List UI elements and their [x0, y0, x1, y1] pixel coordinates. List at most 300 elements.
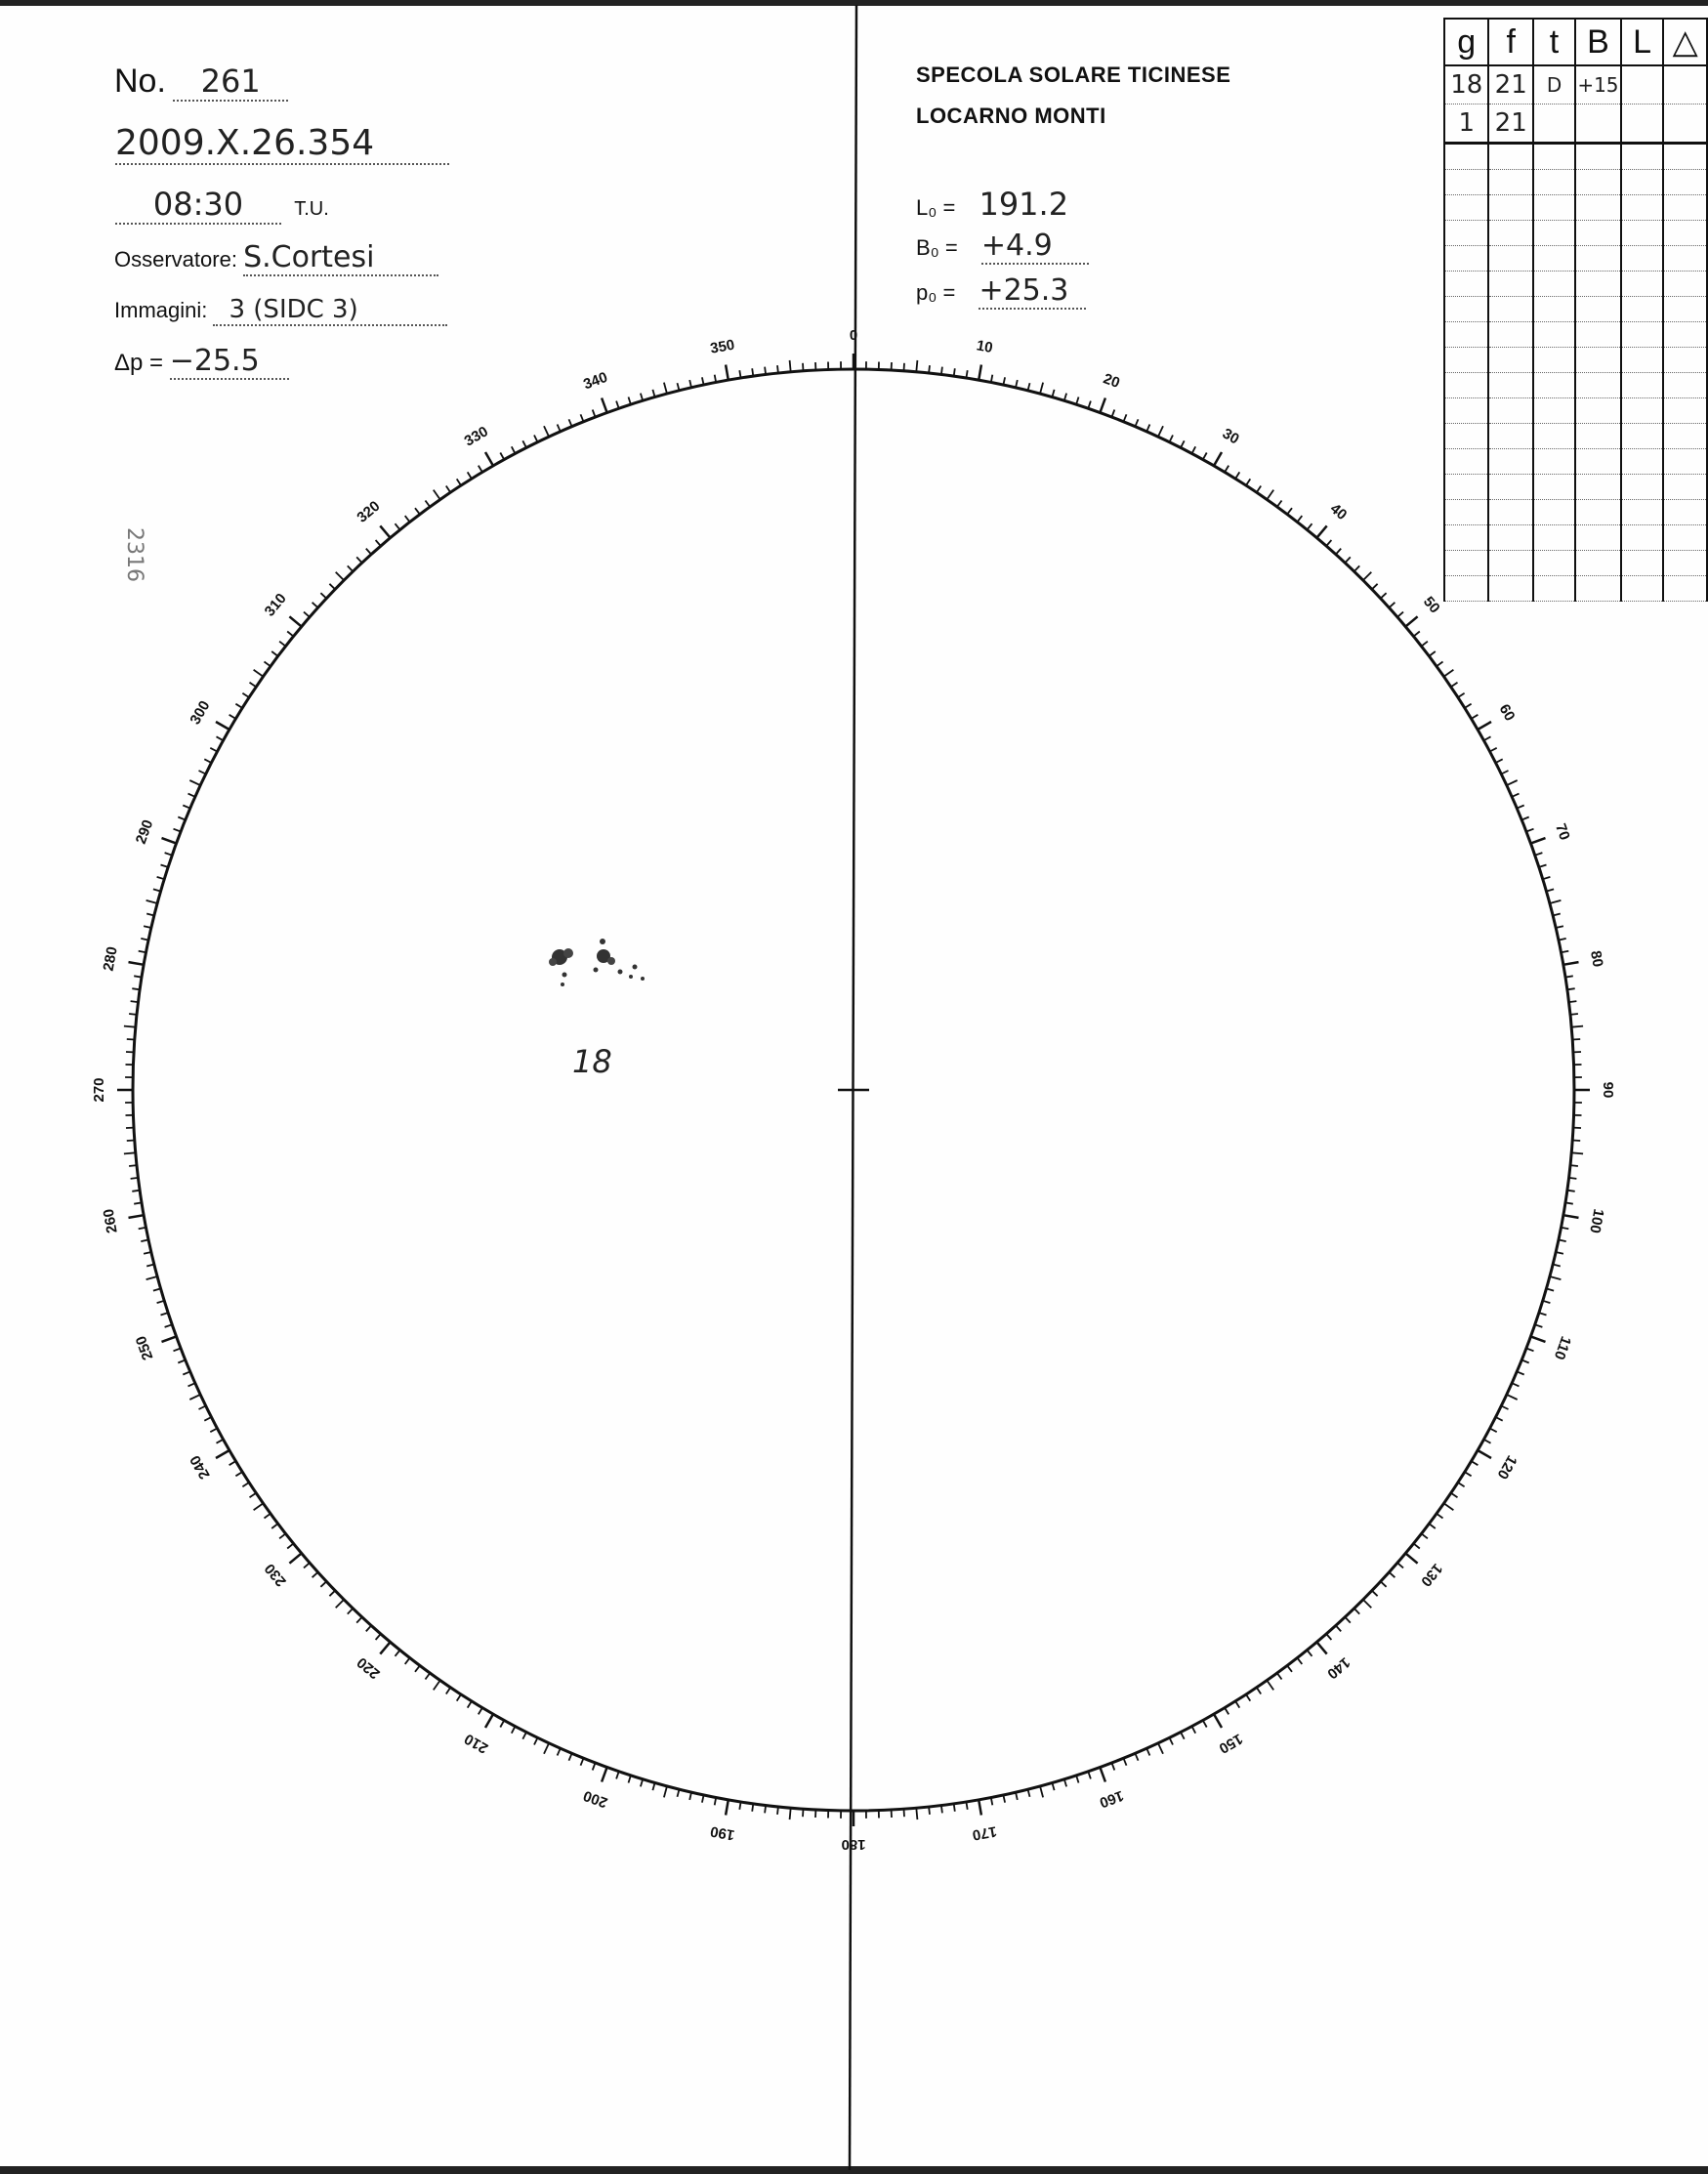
angle-tick: [1465, 704, 1472, 708]
angle-tick: [1363, 1600, 1372, 1609]
table-row-empty: [1444, 373, 1707, 398]
time-value: 08:30: [115, 186, 281, 225]
angle-tick: [250, 1493, 257, 1498]
institution-name: SPECOLA SOLARE TICINESE: [916, 63, 1231, 87]
angle-tick: [132, 988, 140, 989]
angle-tick: [134, 976, 142, 977]
angle-label: 270: [90, 1077, 107, 1103]
angle-tick: [1040, 383, 1043, 395]
angle-tick: [726, 1800, 729, 1816]
angle-tick: [434, 490, 440, 500]
table-cell: +15: [1575, 65, 1621, 105]
table-cell: [1621, 246, 1664, 272]
angle-label: 240: [187, 1452, 214, 1483]
angle-tick: [544, 426, 549, 437]
angle-tick: [904, 1809, 905, 1817]
angle-tick: [641, 1779, 643, 1787]
angle-label: 180: [841, 1836, 866, 1854]
angle-tick: [287, 632, 293, 637]
angle-tick: [1028, 1789, 1030, 1797]
table-cell: [1575, 424, 1621, 449]
table-cell: [1621, 551, 1664, 576]
angle-tick: [1535, 1324, 1543, 1327]
angle-tick: [1496, 759, 1503, 763]
angle-tick: [1571, 1152, 1583, 1153]
angle-tick: [1444, 670, 1454, 677]
angle-tick: [1214, 452, 1222, 466]
angle-tick: [678, 383, 680, 391]
delta-p-label: Δp =: [114, 350, 164, 376]
table-cell: [1575, 221, 1621, 246]
table-row-empty: [1444, 348, 1707, 373]
angle-tick: [1572, 1141, 1580, 1142]
angle-tick: [162, 838, 177, 844]
angle-tick: [366, 1625, 371, 1631]
images-row: [114, 295, 447, 326]
angle-tick: [593, 410, 596, 418]
angle-label: 140: [1323, 1653, 1354, 1683]
angle-tick: [1429, 651, 1435, 656]
angle-tick: [1297, 1658, 1302, 1664]
angle-tick: [1451, 683, 1458, 688]
table-cell: [1663, 398, 1707, 424]
table-row: [1444, 65, 1707, 105]
angle-tick: [569, 419, 572, 426]
table-cell: [1575, 398, 1621, 424]
angle-tick: [129, 1215, 145, 1218]
angle-tick: [329, 584, 335, 590]
angle-tick: [1316, 1642, 1326, 1653]
angle-tick: [204, 759, 211, 763]
angle-tick: [217, 736, 224, 740]
angle-tick: [174, 829, 182, 832]
table-cell: 21: [1488, 105, 1532, 144]
angle-tick: [348, 1609, 354, 1614]
angle-tick: [161, 1313, 169, 1315]
table-cell: [1444, 475, 1488, 500]
angle-tick: [312, 603, 318, 607]
table-cell: [1533, 297, 1575, 322]
table-cell: [1663, 105, 1707, 144]
angle-tick: [1531, 838, 1546, 844]
table-cell: [1444, 144, 1488, 170]
table-cell: [1663, 525, 1707, 551]
table-cell: [1621, 348, 1664, 373]
angle-label: 340: [581, 368, 610, 394]
angle-tick: [189, 780, 200, 785]
column-header-delta: △: [1663, 19, 1707, 65]
table-cell: [1444, 576, 1488, 602]
angle-tick: [1422, 642, 1428, 647]
angle-tick: [366, 549, 371, 555]
angle-tick: [1277, 501, 1282, 507]
angle-tick: [641, 394, 643, 401]
angle-tick: [348, 565, 354, 571]
angle-tick: [127, 1141, 135, 1142]
table-row-empty: [1444, 322, 1707, 348]
angle-tick: [1257, 486, 1262, 493]
table-cell: [1575, 246, 1621, 272]
angle-tick: [1414, 1543, 1420, 1548]
angle-tick: [1490, 748, 1497, 752]
angle-tick: [304, 1563, 310, 1568]
table-cell: [1533, 373, 1575, 398]
angle-tick: [1214, 1714, 1222, 1728]
table-cell: [1575, 348, 1621, 373]
angle-tick: [1287, 1665, 1292, 1671]
angle-tick: [210, 1429, 217, 1433]
table-cell: [1488, 195, 1532, 221]
angle-tick: [376, 1634, 381, 1640]
angle-tick: [1088, 401, 1091, 409]
angle-tick: [1363, 572, 1372, 581]
table-cell: [1663, 144, 1707, 170]
observer-label: Osservatore:: [114, 247, 237, 272]
angle-tick: [479, 1708, 482, 1715]
angle-tick: [1064, 394, 1066, 401]
table-header-row: [1444, 19, 1707, 65]
angle-tick: [1389, 1572, 1395, 1577]
angle-tick: [146, 914, 154, 916]
angle-tick: [1484, 736, 1491, 740]
angle-tick: [1567, 1191, 1575, 1192]
table-row-empty: [1444, 144, 1707, 170]
angle-tick: [1124, 1758, 1127, 1765]
angle-tick: [162, 1336, 177, 1342]
table-cell: [1621, 170, 1664, 195]
angle-tick: [1539, 1313, 1547, 1315]
table-cell: [1444, 246, 1488, 272]
table-cell: [1575, 170, 1621, 195]
angle-tick: [127, 1039, 135, 1040]
angle-tick: [457, 1694, 461, 1701]
angle-tick: [1246, 479, 1250, 485]
angle-tick: [129, 1014, 137, 1015]
date-value: 2009.X.26.354: [115, 123, 449, 165]
angle-tick: [629, 397, 631, 405]
angle-tick: [1405, 1553, 1417, 1563]
angle-tick: [254, 670, 264, 677]
angle-tick: [726, 365, 729, 381]
table-cell: [1488, 373, 1532, 398]
angle-tick: [1064, 1779, 1066, 1787]
time-unit-label: T.U.: [294, 198, 329, 220]
angle-tick: [1563, 962, 1579, 965]
angle-tick: [129, 1165, 137, 1166]
angle-tick: [146, 1265, 154, 1267]
angle-tick: [752, 368, 753, 376]
table-cell: [1575, 195, 1621, 221]
angle-label: 70: [1552, 821, 1573, 843]
table-cell: [1444, 322, 1488, 348]
table-cell: [1533, 105, 1575, 144]
angle-tick: [534, 1737, 538, 1744]
angle-tick: [188, 1383, 195, 1386]
angle-tick: [1170, 1737, 1174, 1744]
column-header-f: f: [1488, 19, 1532, 65]
angle-tick: [1052, 1782, 1054, 1790]
table-row: [1444, 105, 1707, 144]
angle-tick: [1531, 1336, 1546, 1342]
angle-tick: [405, 516, 410, 522]
table-cell: [1533, 424, 1575, 449]
angle-tick: [1472, 1461, 1479, 1465]
angle-tick: [1135, 1753, 1138, 1760]
table-cell: [1621, 221, 1664, 246]
table-row-empty: [1444, 551, 1707, 576]
angle-tick: [1267, 490, 1273, 500]
angle-tick: [235, 704, 242, 708]
angle-tick: [1521, 1360, 1528, 1363]
table-cell: [1621, 449, 1664, 475]
table-cell: [1488, 398, 1532, 424]
angle-tick: [1225, 1708, 1229, 1715]
angle-tick: [1517, 1371, 1523, 1374]
angle-tick: [1397, 612, 1403, 617]
angle-tick: [522, 1733, 526, 1739]
angle-tick: [174, 1349, 182, 1352]
angle-tick: [1546, 1288, 1554, 1290]
angle-tick: [777, 365, 778, 373]
angle-label: 90: [1600, 1081, 1617, 1099]
angle-tick: [242, 693, 249, 697]
angle-tick: [1170, 436, 1174, 442]
angle-tick: [468, 472, 472, 479]
angle-tick: [1570, 1165, 1578, 1166]
table-cell: [1533, 195, 1575, 221]
table-cell: [1621, 297, 1664, 322]
table-cell: [1621, 500, 1664, 525]
l0-row: [916, 186, 1068, 223]
angle-tick: [522, 440, 526, 447]
angle-tick: [593, 1763, 596, 1771]
angle-tick: [1076, 397, 1078, 405]
angle-tick: [790, 1808, 791, 1819]
angle-label: 60: [1495, 701, 1519, 725]
table-cell: [1575, 449, 1621, 475]
angle-tick: [396, 1651, 400, 1656]
angle-tick: [1088, 1772, 1091, 1779]
angle-tick: [512, 1727, 516, 1734]
table-cell: [1621, 576, 1664, 602]
angle-tick: [765, 1806, 766, 1814]
table-cell: [1488, 144, 1532, 170]
table-cell: [1663, 65, 1707, 105]
angle-tick: [134, 1202, 142, 1203]
angle-tick: [289, 616, 301, 626]
angle-tick: [1444, 1503, 1454, 1510]
b0-label: B₀ =: [916, 235, 958, 260]
angle-tick: [1570, 1014, 1578, 1015]
angle-tick: [1336, 549, 1341, 555]
table-row-empty: [1444, 170, 1707, 195]
angle-label: 30: [1219, 425, 1242, 448]
angle-tick: [1257, 1688, 1262, 1694]
angle-label: 20: [1101, 370, 1122, 392]
angle-tick: [1112, 410, 1115, 418]
table-cell: [1488, 221, 1532, 246]
angle-tick: [966, 1802, 967, 1810]
angle-tick: [1316, 525, 1326, 537]
table-cell: [1533, 348, 1575, 373]
angle-tick: [304, 612, 310, 617]
table-cell: [1663, 322, 1707, 348]
angle-tick: [1422, 1533, 1428, 1538]
table-cell: [1533, 525, 1575, 551]
table-cell: [1533, 221, 1575, 246]
table-cell: [1533, 170, 1575, 195]
angle-tick: [1414, 632, 1420, 637]
angle-tick: [1354, 565, 1360, 571]
angle-tick: [146, 1276, 158, 1279]
angle-tick: [1372, 584, 1378, 590]
angle-tick: [434, 1681, 440, 1691]
angle-tick: [1550, 900, 1562, 903]
angle-tick: [558, 1748, 561, 1755]
angle-tick: [1496, 1417, 1503, 1421]
angle-tick: [954, 1804, 955, 1812]
angle-tick: [1565, 976, 1573, 977]
delta-p-row: [114, 344, 289, 380]
table-cell: [1663, 475, 1707, 500]
angle-tick: [199, 771, 206, 774]
angle-tick: [1501, 1406, 1508, 1410]
table-cell: [1444, 398, 1488, 424]
angle-tick: [581, 1758, 584, 1765]
table-cell: [1444, 500, 1488, 525]
angle-tick: [415, 508, 420, 514]
angle-tick: [602, 398, 607, 413]
angle-tick: [1512, 1383, 1519, 1386]
angle-tick: [265, 1514, 271, 1519]
angle-tick: [146, 900, 158, 903]
angle-label: 130: [1417, 1560, 1446, 1590]
table-cell: [1444, 221, 1488, 246]
sunspot-count-table: [1443, 18, 1708, 602]
table-cell: D: [1533, 65, 1575, 105]
angle-tick: [157, 877, 165, 879]
table-cell: [1533, 449, 1575, 475]
angle-tick: [1326, 1634, 1331, 1640]
table-cell: [1488, 500, 1532, 525]
angle-tick: [161, 865, 169, 867]
angle-tick: [188, 794, 195, 797]
angle-tick: [803, 1809, 804, 1817]
angle-tick: [558, 425, 561, 432]
angle-tick: [1372, 1591, 1378, 1597]
angle-tick: [790, 360, 791, 372]
angle-label: 50: [1419, 593, 1443, 617]
angle-tick: [979, 365, 981, 381]
p0-label: p₀ =: [916, 280, 956, 305]
angle-tick: [1267, 1681, 1273, 1691]
table-cell: [1575, 576, 1621, 602]
angle-label: 350: [709, 336, 736, 357]
angle-tick: [1553, 1265, 1561, 1267]
angle-tick: [336, 572, 345, 581]
angle-tick: [485, 452, 493, 466]
column-header-l: L: [1621, 19, 1664, 65]
images-value: 3 (SIDC 3): [213, 295, 447, 326]
table-cell: [1444, 424, 1488, 449]
angle-label: 10: [975, 337, 994, 356]
table-cell: [1444, 195, 1488, 221]
table-cell: [1663, 424, 1707, 449]
table-cell: [1663, 551, 1707, 576]
angle-tick: [1543, 877, 1551, 879]
angle-tick: [1571, 1026, 1583, 1027]
delta-p-value: −25.5: [170, 344, 289, 380]
angle-tick: [479, 466, 482, 473]
angle-tick: [1307, 523, 1312, 529]
angle-tick: [929, 365, 930, 373]
table-cell: [1575, 322, 1621, 348]
angle-tick: [1535, 853, 1543, 856]
table-row-empty: [1444, 398, 1707, 424]
angle-tick: [312, 1572, 318, 1577]
angle-tick: [1225, 466, 1229, 473]
angle-tick: [1567, 988, 1575, 989]
angle-tick: [217, 1440, 224, 1443]
angle-tick: [426, 1673, 431, 1679]
angle-tick: [966, 370, 967, 378]
table-cell: [1444, 297, 1488, 322]
angle-tick: [1512, 794, 1519, 797]
angle-tick: [1146, 425, 1149, 432]
table-row-empty: [1444, 272, 1707, 297]
table-cell: [1621, 144, 1664, 170]
angle-tick: [376, 540, 381, 546]
angle-tick: [1100, 398, 1105, 413]
angle-tick: [131, 1178, 139, 1179]
table-cell: [1444, 170, 1488, 195]
angle-label: 100: [1586, 1207, 1607, 1234]
table-cell: [1488, 449, 1532, 475]
institution-location: LOCARNO MONTI: [916, 104, 1106, 128]
table-cell: [1444, 449, 1488, 475]
table-cell: [1488, 475, 1532, 500]
table-row-empty: [1444, 449, 1707, 475]
angle-tick: [1517, 806, 1523, 809]
column-header-b: B: [1575, 19, 1621, 65]
table-cell: [1621, 195, 1664, 221]
angle-tick: [1100, 1768, 1105, 1782]
table-cell: [1621, 322, 1664, 348]
angle-tick: [216, 722, 229, 730]
angle-tick: [1546, 889, 1554, 891]
angle-tick: [287, 1543, 293, 1548]
angle-label: 40: [1326, 500, 1351, 524]
angle-tick: [1478, 722, 1491, 730]
angle-tick: [1458, 693, 1465, 697]
table-cell: [1488, 322, 1532, 348]
angle-tick: [1490, 1429, 1497, 1433]
angle-tick: [1297, 516, 1302, 522]
angle-tick: [1235, 472, 1239, 479]
angle-tick: [1354, 1609, 1360, 1614]
table-cell: [1533, 272, 1575, 297]
angle-tick: [1326, 540, 1331, 546]
angle-tick: [446, 1688, 451, 1694]
l0-label: L₀ =: [916, 195, 956, 220]
table-cell: [1621, 525, 1664, 551]
angle-tick: [279, 642, 285, 647]
angle-tick: [129, 962, 145, 965]
images-label: Immagini:: [114, 298, 208, 322]
table-cell: [1663, 246, 1707, 272]
table-cell: [1488, 297, 1532, 322]
number-value: 261: [173, 63, 288, 102]
